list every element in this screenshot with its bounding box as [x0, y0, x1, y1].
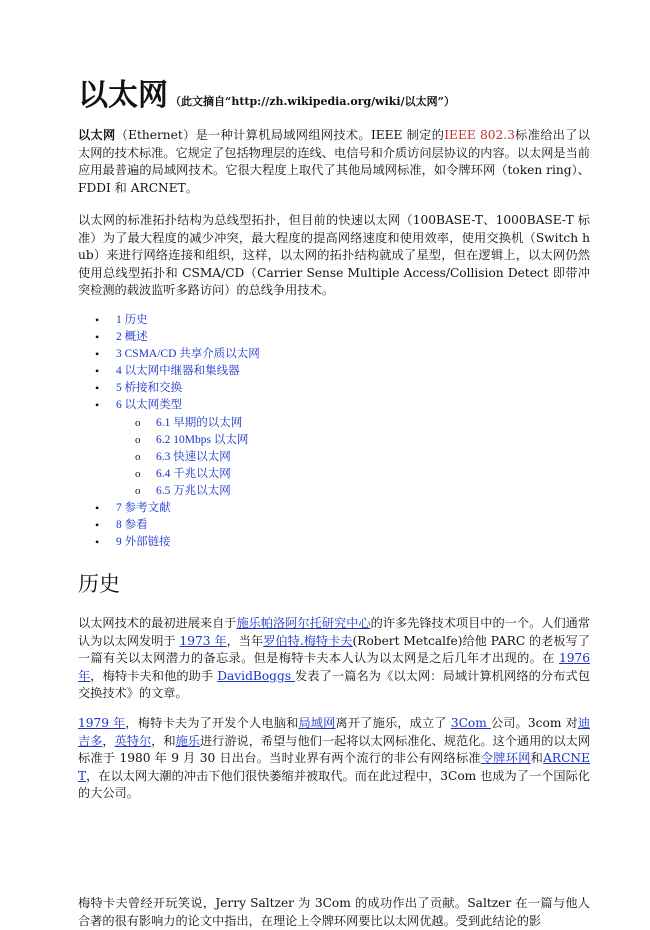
link-1973[interactable]: 1973 年 [179, 633, 227, 648]
history-paragraph-2 [78, 715, 590, 803]
text: 发表了一篇名为《以太网：局域计算机网络的分布式包交换技术》的文章。 [78, 668, 591, 700]
toc-item[interactable]: • 9 外部链接 [78, 534, 590, 551]
title-text: 以太网 [78, 78, 168, 113]
link-1976[interactable]: 1976 年 [78, 651, 590, 683]
text: ，梅特卡夫为了开发个人电脑和 [125, 716, 299, 730]
toc-item[interactable]: • 1 历史 [78, 312, 590, 329]
text: 和 [530, 751, 544, 765]
link-parc[interactable]: 施乐帕洛阿尔托研究中心 [236, 616, 371, 630]
toc-item[interactable]: • 3 CSMA/CD 共享介质以太网 [78, 346, 590, 363]
term-en: （Ethernet） [115, 128, 196, 142]
ieee-802-3-link[interactable]: IEEE 802.3 [444, 128, 515, 142]
link-intel[interactable]: 英特尔 [114, 733, 152, 748]
term-bold: 以太网 [78, 128, 116, 142]
toc-item[interactable]: o 6.2 10Mbps 以太网 [78, 432, 590, 449]
link-dec[interactable]: 迪吉多 [78, 716, 590, 748]
page-title [78, 78, 590, 120]
intro-text-b: 标准给出了以太网的技术标准。它规定了包括物理层的连线、电信号和介质访问层协议的内容。以太网是当前应用最普遍的局域网技术。它很大程度上取代了其他局域网标准，如令牌环网（token ring）、FDDI 和 ARCNET。 [78, 128, 590, 195]
link-1979[interactable]: 1979 年 [78, 716, 126, 730]
text: (Robert Metcalfe)给他 PARC 的老板写了一篇有关以太网潜力的备忘录。但是梅特卡夫本人认为以太网是之后几年才出现的。在 [78, 633, 591, 665]
text: ， [102, 733, 115, 748]
table-of-contents [78, 312, 590, 551]
toc-item[interactable]: • 8 参看 [78, 517, 590, 534]
document-page [78, 78, 591, 928]
toc-item[interactable]: • 2 概述 [78, 329, 590, 346]
toc-item[interactable]: o 6.1 早期的以太网 [78, 415, 590, 432]
text: 以太网技术的最初进展来自于 [78, 616, 237, 630]
text: ，当年 [226, 633, 264, 648]
source-note: （此文摘自“http://zh.wikipedia.org/wiki/以太网”） [170, 95, 455, 108]
history-paragraph-1 [78, 615, 590, 703]
text: 离开了施乐，成立了 [335, 716, 451, 730]
link-arcnet[interactable]: ARCNET [78, 751, 590, 783]
text: 的许多先锋技术项目中的一个。人们通常认为以太网发明于 [78, 616, 591, 648]
link-token-ring[interactable]: 令牌环网 [480, 751, 531, 765]
link-lan[interactable]: 局域网 [298, 716, 336, 730]
link-xerox[interactable]: 施乐 [175, 733, 200, 748]
text: 进行游说，希望与他们一起将以太网标准化、规范化。这个通用的以太网标准于 1980 年 9 月 30 日出台。当时业界有两个流行的非公有网络标准 [78, 733, 591, 765]
text: ，和 [151, 733, 176, 748]
toc-item[interactable]: o 6.3 快速以太网 [78, 449, 590, 466]
toc-item[interactable]: o 6.5 万兆以太网 [78, 483, 590, 500]
toc-item[interactable]: • 4 以太网中继器和集线器 [78, 363, 590, 380]
toc-item[interactable]: • 7 参考文献 [78, 500, 590, 517]
intro-text-a: 是一种计算机局域网组网技术。IEEE 制定的 [195, 128, 445, 142]
link-metcalfe[interactable]: 罗伯特.梅特卡夫 [263, 633, 353, 648]
toc-item[interactable]: • 6 以太网类型 [78, 397, 590, 414]
text: 公司。3com 对 [490, 716, 578, 730]
link-davidboggs[interactable]: DavidBoggs [217, 668, 296, 683]
section-heading-history: 历史 [78, 572, 120, 596]
intro-paragraph-2: 以太网的标准拓扑结构为总线型拓扑，但目前的快速以太网（100BASE-T、1000BASE-T 标准）为了最大程度的减少冲突，最大程度的提高网络速度和使用效率，使用交换机（Switch hub）来进行网络连接和组织，这样，以太网的拓扑结构就成了星型，但在逻辑上，以太网仍然使用总线型拓扑和 CSMA/CD（Carrier Sense Multiple Access/Collision Detect 即带冲突检测的载波监听多路访问）的总线争用技术。 [78, 213, 590, 297]
text: ，在以太网大潮的冲击下他们很快萎缩并被取代。而在此过程中，3Com 也成为了一个国际化的大公司。 [78, 768, 590, 800]
text: ，梅特卡夫和他的助手 [90, 668, 218, 683]
intro-paragraph-1 [78, 127, 590, 197]
link-3com[interactable]: 3Com [450, 716, 491, 730]
history-paragraph-3: 梅特卡夫曾经开玩笑说，Jerry Saltzer 为 3Com 的成功作出了贡献。Saltzer 在一篇与他人合著的很有影响力的论文中指出，在理论上令牌环网要比以太网优越。受到此结论的影 [78, 896, 590, 928]
toc-item[interactable]: o 6.4 千兆以太网 [78, 466, 590, 483]
toc-item[interactable]: • 5 桥接和交换 [78, 380, 590, 397]
